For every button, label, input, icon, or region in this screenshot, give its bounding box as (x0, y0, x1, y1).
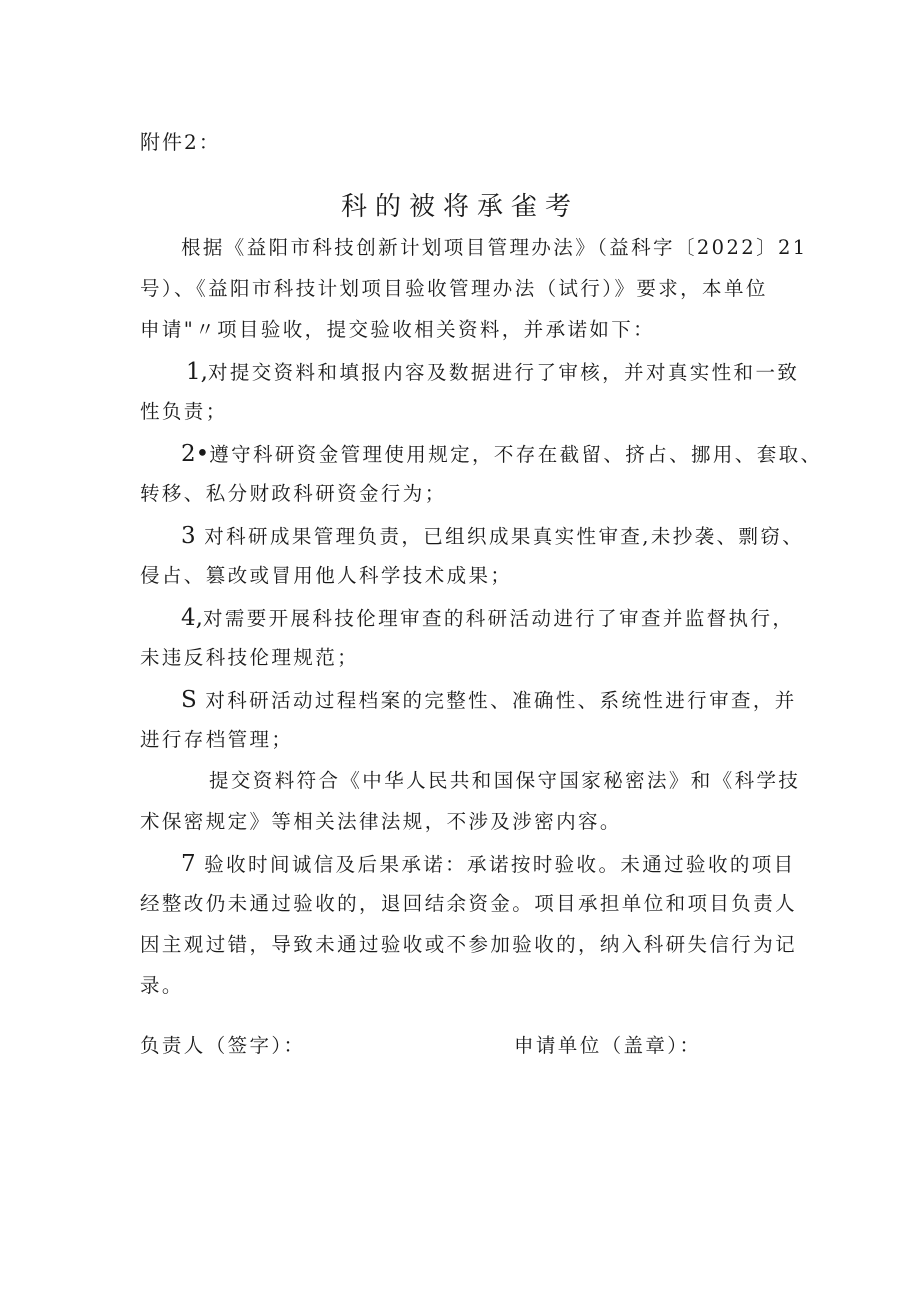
item-5-line-1 (181, 689, 797, 712)
item-3-line-1 (181, 525, 804, 548)
signature-person-label: 负责人（签字）： (140, 1034, 306, 1057)
item-4-line-2: 未违反科技伦理规范； (140, 646, 360, 669)
item-3-text: 对科研成果管理负责，已组织成果真实性审查,未抄袭、剽窃、 (204, 525, 805, 548)
item-7-line-2: 经整改仍未通过验收的，退回结余资金。项目承担单位和项目负责人 (140, 892, 798, 915)
signature-unit-label: 申请单位（盖章）： (514, 1034, 702, 1057)
item-1-marker: 1, (186, 359, 208, 385)
item-1-line-2: 性负责； (140, 400, 228, 423)
item-5-text: 对科研活动过程档案的完整性、准确性、系统性进行审查，并 (205, 689, 797, 712)
item-7-marker: 7 (181, 851, 196, 877)
item-5-line-2: 进行存档管理； (140, 728, 294, 751)
item-3-marker: 3 (181, 523, 196, 549)
item-4-line-1 (181, 607, 794, 630)
item-6-line-2: 术保密规定》等相关法律法规，不涉及涉密内容。 (140, 810, 622, 833)
attachment-label: 附件2： (140, 130, 221, 154)
item-2-marker: 2• (181, 441, 210, 467)
intro-line-1: 根据《益阳市科技创新计划项目管理办法》（益科字〔2022〕21 (181, 236, 808, 259)
item-5-marker: S (181, 687, 197, 713)
item-2-line-2: 转移、私分财政科研资金行为； (140, 482, 447, 505)
item-1-line-1 (186, 361, 799, 384)
item-6-line-1: 提交资料符合《中华人民共和国保守国家秘密法》和《科学技 (209, 769, 801, 792)
item-7-line-3: 因主观过错，导致未通过验收或不参加验收的，纳入科研失信行为记 (140, 933, 798, 956)
intro-line-3: 申请"〃项目验收，提交验收相关资料，并承诺如下： (140, 318, 656, 341)
item-7-line-4: 录。 (140, 974, 184, 997)
item-4-marker: 4, (181, 605, 203, 631)
intro-line-2: 号）、《益阳市科技计划项目验收管理办法（试行）》要求，本单位 (140, 277, 768, 300)
item-2-line-1 (181, 443, 822, 466)
item-3-line-2: 侵占、篡改或冒用他人科学技术成果； (140, 564, 513, 587)
item-1-text: 对提交资料和填报内容及数据进行了审核，并对真实性和一致 (207, 361, 800, 384)
page-title: 科的被将承雀考 (340, 192, 579, 222)
item-7-line-1 (181, 853, 796, 876)
item-4-text: 对需要开展科技伦理审查的科研活动进行了审查并监督执行， (202, 607, 795, 630)
item-7-text: 验收时间诚信及后果承诺：承诺按时验收。未通过验收的项目 (204, 853, 796, 876)
item-2-text: 遵守科研资金管理使用规定，不存在截留、挤占、挪用、套取、 (209, 443, 823, 466)
